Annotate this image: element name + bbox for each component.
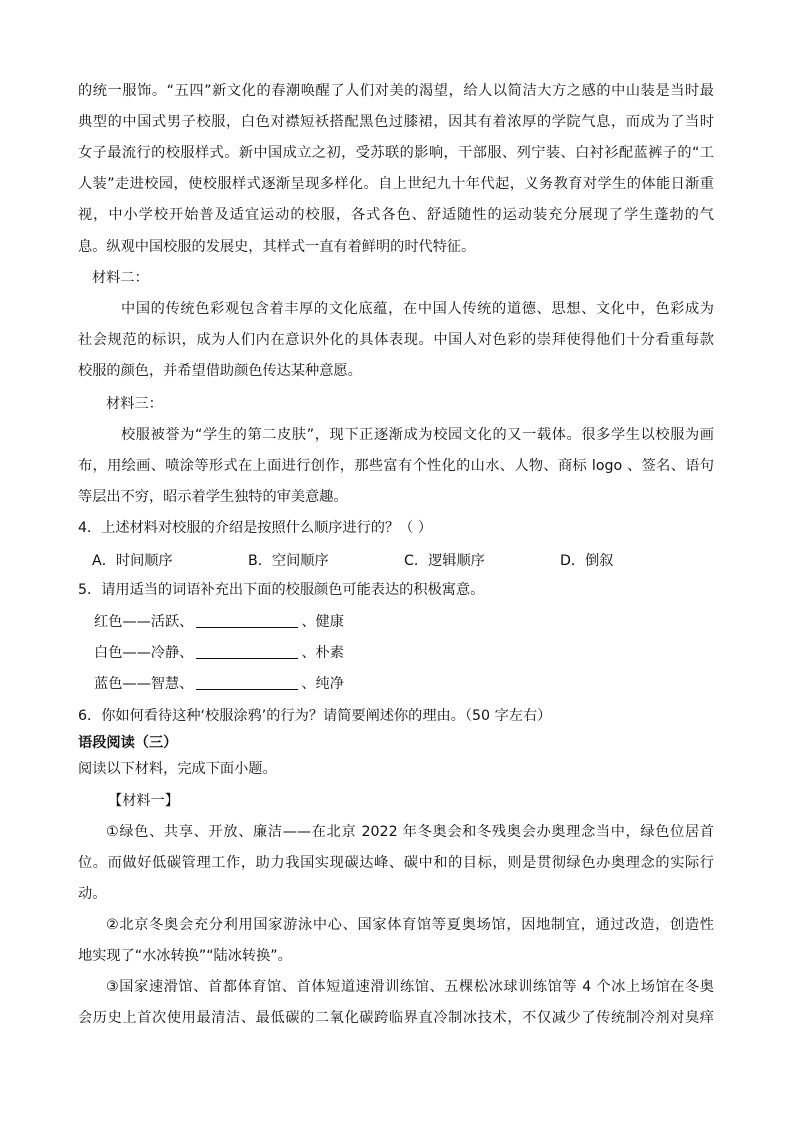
- text-line: ②北京冬奥会充分利用国家游泳中心、国家体育馆等夏奥场馆，因地制宜，通过改造，创造性: [106, 917, 714, 933]
- option-d: D．倒叙: [560, 553, 614, 569]
- row-suffix: 、朴素: [301, 645, 344, 661]
- text-line: 校服的颜色，并希望借助颜色传达某种意愿。: [78, 363, 362, 379]
- section-intro: 阅读以下材料，完成下面小题。: [78, 761, 277, 777]
- question-5: 5．请用适当的词语补充出下面的校服颜色可能表达的积极寓意。: [78, 582, 485, 598]
- row-suffix: 、纯净: [301, 676, 344, 692]
- color-meaning-row: [94, 613, 344, 631]
- text-line: 女子最流行的校服样式。新中国成立之初，受苏联的影响，干部服、列宁装、白衬衫配蓝裤子的“工: [78, 145, 714, 161]
- text-line: 典型的中国式男子校服，白色对襟短袄搭配黑色过膝裙，因其有着浓厚的学院气息，而成为了当时: [78, 114, 714, 130]
- color-meaning-row: [94, 644, 344, 662]
- text-line: ①绿色、共享、开放、廉洁——在北京 2022 年冬奥会和冬残奥会办奥理念当中，绿色位居首: [106, 824, 714, 840]
- option-a: A．时间顺序: [92, 553, 173, 569]
- row-prefix: 蓝色——智慧、: [94, 676, 194, 692]
- text-line: 人装”走进校园，使校服样式逐渐呈现多样化。自上世纪九十年代起，义务教育对学生的体能日渐重: [78, 176, 714, 192]
- material-label: 材料三：: [106, 396, 163, 412]
- text-line: ③国家速滑馆、首都体育馆、首体短道速滑训练馆、五棵松冰球训练馆等 4 个冰上场馆在冬奥: [106, 979, 714, 995]
- text-line: 地实现了“水冰转换”“陆冰转换”。: [78, 948, 292, 964]
- question-6: 6．你如何看待这种‘校服涂鸦’的行为？请简要阐述你的理由。（50 字左右）: [78, 708, 552, 724]
- option-b: B．空间顺序: [248, 553, 329, 569]
- text-line: 动。: [78, 886, 107, 902]
- text-line: 社会规范的标识，成为人们内在意识外化的具体表现。中国人对色彩的崇拜使得他们十分看重每款: [78, 332, 714, 348]
- material-label: 材料二：: [92, 270, 149, 286]
- color-meaning-row: [94, 675, 344, 693]
- text-line: 视，中小学校开始普及适宜运动的校服，各式各色、舒适随性的运动装充分展现了学生蓬勃的气: [78, 207, 714, 223]
- text-line: 位。而做好低碳管理工作，助力我国实现碳达峰、碳中和的目标，则是贯彻绿色办奥理念的实际行: [78, 855, 714, 871]
- answer-blank[interactable]: [196, 613, 298, 628]
- row-prefix: 白色——冷静、: [94, 645, 194, 661]
- answer-blank[interactable]: [196, 644, 298, 659]
- text-line: 的统一服饰。“五四”新文化的春潮唤醒了人们对美的渴望，给人以简洁大方之感的中山装是当时最: [78, 83, 714, 99]
- section-title: 语段阅读（三）: [78, 735, 178, 751]
- text-line: 布，用绘画、喷涂等形式在上面进行创作，那些富有个性化的山水、人物、商标 logo 、签名、语句: [78, 458, 714, 474]
- text-line: 等层出不穷，昭示着学生独特的审美意趣。: [78, 489, 348, 505]
- text-line: 息。纵观中国校服的发展史，其样式一直有着鲜明的时代特征。: [78, 239, 476, 255]
- option-c: C．逻辑顺序: [404, 553, 485, 569]
- material-label: 【材料一】: [108, 793, 179, 809]
- row-suffix: 、健康: [301, 614, 344, 630]
- answer-blank[interactable]: [196, 675, 298, 690]
- text-line: 校服被誉为“学生的第二皮肤”，现下正逐渐成为校园文化的又一载体。很多学生以校服为画: [121, 427, 714, 443]
- text-line: 会历史上首次使用最清洁、最低碳的二氧化碳跨临界直冷制冰技术，不仅减少了传统制冷剂对臭痒: [78, 1010, 714, 1026]
- question-4: 4．上述材料对校服的介绍是按照什么顺序进行的？（ ）: [78, 520, 433, 536]
- text-line: 中国的传统色彩观包含着丰厚的文化底蕴，在中国人传统的道德、思想、文化中，色彩成为: [121, 301, 714, 317]
- row-prefix: 红色——活跃、: [94, 614, 194, 630]
